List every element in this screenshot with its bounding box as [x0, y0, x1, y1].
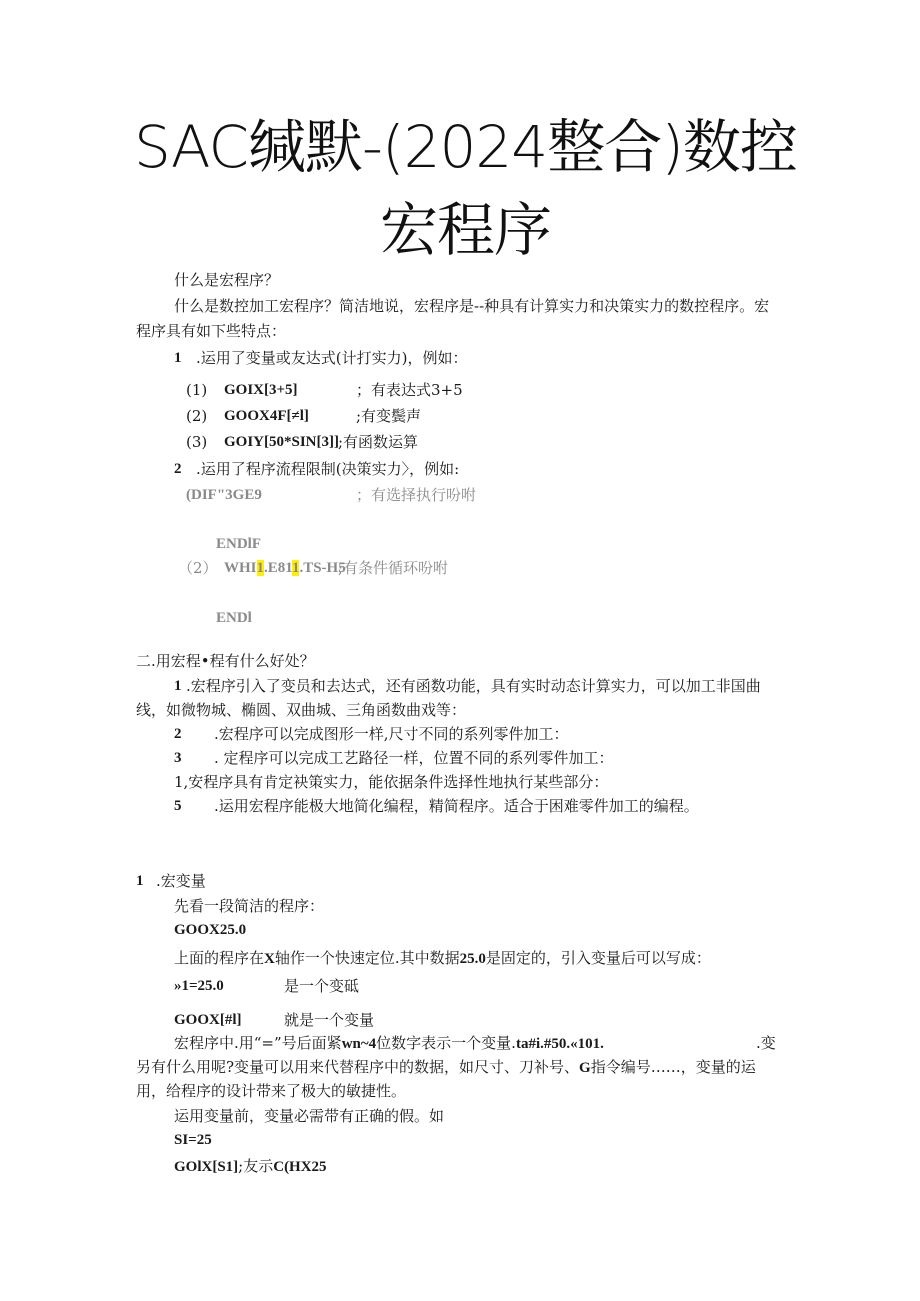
explanation-part-a: 上面的程序在 [174, 949, 265, 967]
code-line-5 [174, 1156, 327, 1177]
intro-paragraph-line2: 程序具有如下些特点： [136, 322, 287, 340]
benefit-4-text: 1,安程序具有肯定袂策实力，能依据条件选择性地执行某些部分： [174, 773, 609, 791]
benefit-2-number: 2 [174, 726, 182, 742]
definition-code: wn~4 [341, 1036, 377, 1052]
example-4-code: (DIF"3GE9 [186, 487, 262, 503]
highlight-mark: 1 [291, 560, 300, 576]
endif-code: ENDlF [216, 536, 261, 552]
variable-definition-line3: 用，给程序的设计带来了极大的敏捷性。 [136, 1082, 407, 1100]
variable-usage-note: 运用变量前，变量必需带有正确的假。如 [174, 1107, 445, 1125]
example-2-number: (2) [186, 407, 208, 425]
definition-line2-a: 另有什么用呢?变量可以用来代替程序中的数据，如尺寸、刀补号、 [136, 1058, 580, 1076]
code-line-1: GOOX25.0 [174, 922, 247, 938]
benefit-2-text: .宏程序可以完成图形一样,尺寸不同的系列零件加工： [214, 725, 569, 743]
intro-paragraph-line1: 什么是数控加工宏程序？简洁地说，宏程序是--种具有计算实力和决策实力的数控程序。宏 [174, 297, 770, 315]
doc-title-line2: 宏程序 [380, 196, 552, 264]
section-3-number: 1 [136, 873, 144, 889]
code-line-5-b: ;友示 [238, 1157, 274, 1175]
benefit-3-text: . 定程序可以完成工艺路径一样，位置不同的系列零件加工： [214, 749, 614, 767]
explanation-number: 25.0 [459, 951, 486, 967]
benefit-1-number: 1 [174, 678, 182, 694]
highlight-mark: 1 [256, 560, 265, 576]
feature-1-number: 1 [174, 350, 182, 366]
example-2-comment: ;有变鬓声 [356, 407, 422, 425]
definition-part-c: .变 [756, 1034, 776, 1052]
definition-part-b: 位数字表示一个变量. [376, 1034, 516, 1052]
code-line-5-a: GOlX[S1] [174, 1159, 239, 1175]
example-3-number: (3) [186, 433, 208, 451]
definition-line2-g: G [579, 1060, 591, 1076]
code-line-2-note: 是一个变砥 [284, 977, 360, 995]
example-3-comment: ;有函数运算 [338, 433, 419, 451]
example-1-comment: ；有表达式3+5 [356, 381, 463, 399]
variable-explanation [174, 948, 711, 969]
feature-2-text: .运用了程序流程限制(决策实力〉，例如: [196, 460, 460, 478]
example-5-number: （2） [178, 559, 218, 577]
benefit-5-number: 5 [174, 798, 182, 814]
definition-examples: ta#i.#50.«101. [515, 1036, 604, 1052]
benefit-3-number: 3 [174, 750, 182, 766]
definition-line2-b: 指令编号……，变量的运 [590, 1058, 756, 1076]
feature-2-number: 2 [174, 461, 182, 477]
example-5-code-b: .E81 [264, 560, 292, 576]
variable-definition-line1 [174, 1033, 604, 1054]
simple-program-intro: 先看一段简洁的程序： [174, 897, 325, 915]
section-3-heading: .宏变量 [156, 872, 206, 890]
example-3-code: GOIY[50*SIN[3]] [224, 434, 339, 450]
code-line-5-c: C(HX25 [273, 1159, 327, 1175]
code-line-4: SI=25 [174, 1132, 212, 1148]
example-4-comment: ；有选择执行吩咐 [356, 486, 477, 504]
benefit-1-line1: .宏程序引入了变员和去达式，还有函数功能，具有实时动态计算实力，可以加工非国曲 [186, 677, 761, 695]
example-2-code: GOOX4F[≠l] [224, 408, 309, 424]
variable-definition-line2 [136, 1057, 756, 1078]
example-1-code: GOIX[3+5] [224, 382, 298, 398]
example-5-code-c: .TS-H5 [299, 560, 346, 576]
explanation-part-c: 是固定的，引入变量后可以写成： [485, 949, 711, 967]
explanation-part-b: 轴作一个快速定位.其中数据 [274, 949, 460, 967]
section-2-heading: 二.用宏程•程有什么好处？ [136, 652, 315, 670]
benefit-5-text: .运用宏程序能极大地简化编程，精简程序。适合于困难零件加工的编程。 [214, 797, 699, 815]
example-1-number: (1) [186, 381, 208, 399]
code-line-2: »1=25.0 [174, 978, 224, 994]
definition-part-a: 宏程序中.用“=”号后面紧 [174, 1034, 342, 1052]
benefit-1-line2: 线，如微物城、椭圆、双曲城、三角函数曲戏等： [136, 701, 467, 719]
example-5-code-a: WHI [224, 560, 257, 576]
code-line-3: GOOX[#l] [174, 1012, 242, 1028]
endi-code: ENDl [216, 610, 252, 626]
doc-title-line1: SAC缄默-(2024整合)数控 [134, 113, 797, 181]
explanation-axis: X [264, 951, 275, 967]
code-line-3-note: 就是一个变量 [284, 1011, 375, 1029]
question-heading: 什么是宏程序？ [174, 271, 280, 289]
example-5-comment: ;有条件循环吩咐 [338, 559, 449, 577]
example-5-code [224, 558, 346, 578]
feature-1-text: .运用了变量或友达式(计打实力)，例如： [196, 349, 468, 367]
